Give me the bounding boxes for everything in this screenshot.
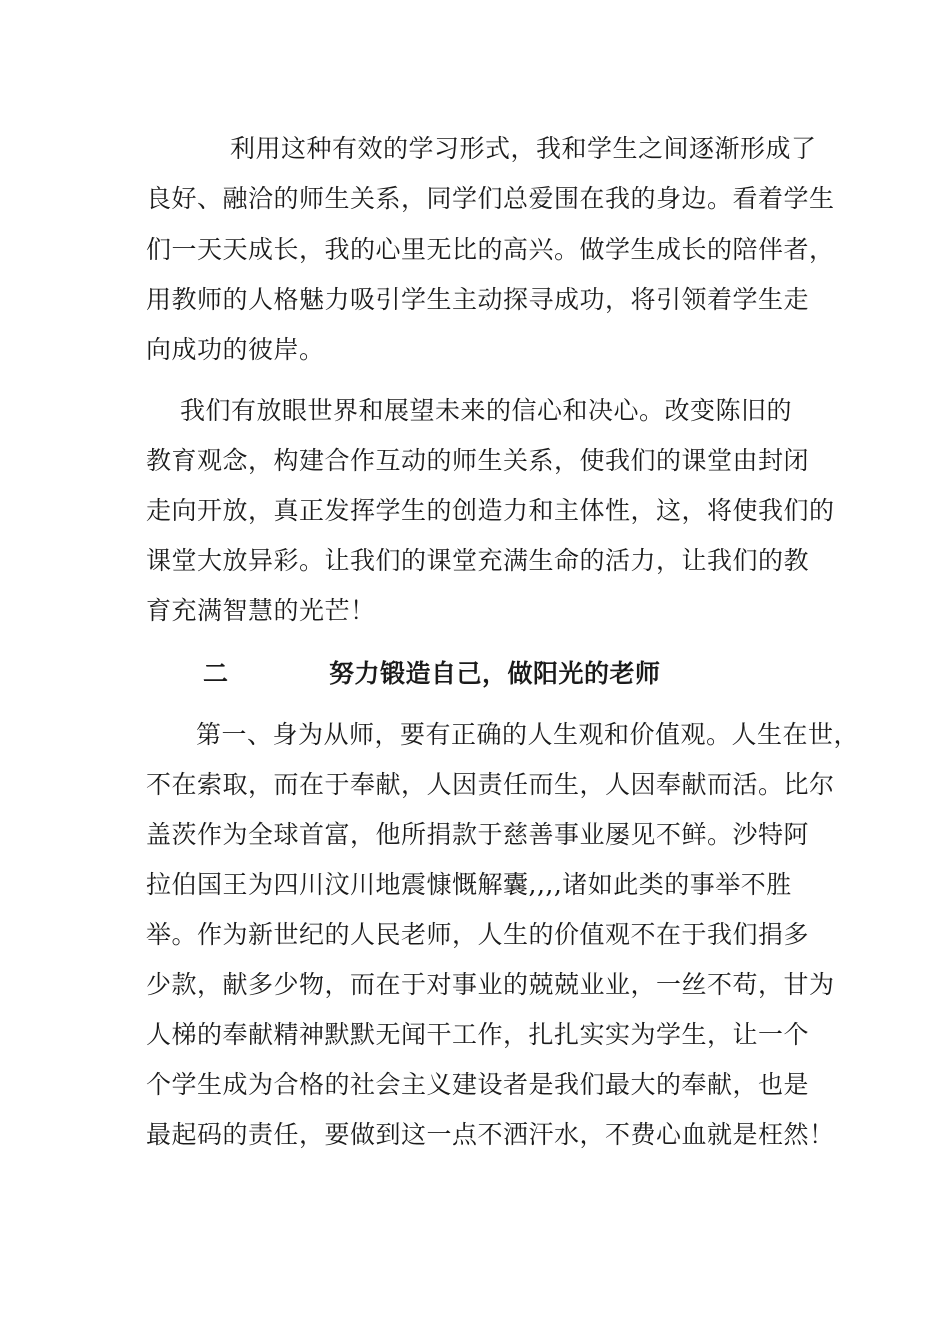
section-title: 努力锻造自己，做阳光的老师 [329,659,661,688]
paragraph-3-line-4: 拉伯国王为四川汶川地震慷慨解囊,,,,诸如此类的事举不胜 [146,870,792,899]
paragraph-3-line-3: 盖茨作为全球首富，他所捐款于慈善事业屡见不鲜。沙特阿 [146,820,810,849]
paragraph-3-line-7: 人梯的奉献精神默默无闻干工作，扎扎实实为学生，让一个 [146,1020,810,1049]
paragraph-2-line-4: 课堂大放异彩。让我们的课堂充满生命的活力，让我们的教 [146,546,810,575]
paragraph-1-line-2: 良好、融洽的师生关系，同学们总爱围在我的身边。看着学生 [146,184,835,213]
paragraph-1-line-3: 们一天天成长，我的心里无比的高兴。做学生成长的陪伴者， [146,235,835,264]
section-number: 二 [203,659,229,688]
paragraph-3-line-8: 个学生成为合格的社会主义建设者是我们最大的奉献，也是 [146,1070,810,1099]
paragraph-2-line-5: 育充满智慧的光芒！ [146,596,376,625]
paragraph-1-line-5: 向成功的彼岸。 [146,335,325,364]
paragraph-1-line-1: 利用这种有效的学习形式，我和学生之间逐渐形成了 [230,134,817,163]
paragraph-1-line-4: 用教师的人格魅力吸引学生主动探寻成功，将引领着学生走 [146,285,810,314]
paragraph-3-line-1: 第一、身为从师，要有正确的人生观和价值观。人生在世， [196,720,860,749]
paragraph-3-line-5: 举。作为新世纪的人民老师，人生的价值观不在于我们捐多 [146,920,810,949]
paragraph-2-line-1: 我们有放眼世界和展望未来的信心和决心。改变陈旧的 [180,396,793,425]
paragraph-3-line-6: 少款，献多少物，而在于对事业的兢兢业业，一丝不苟，甘为 [146,970,835,999]
paragraph-2-line-2: 教育观念，构建合作互动的师生关系，使我们的课堂由封闭 [146,446,810,475]
paragraph-3-line-2: 不在索取，而在于奉献，人因责任而生，人因奉献而活。比尔 [146,770,835,799]
paragraph-3-line-9: 最起码的责任，要做到这一点不洒汗水，不费心血就是枉然！ [146,1120,835,1149]
paragraph-2-line-3: 走向开放，真正发挥学生的创造力和主体性，这，将使我们的 [146,496,835,525]
